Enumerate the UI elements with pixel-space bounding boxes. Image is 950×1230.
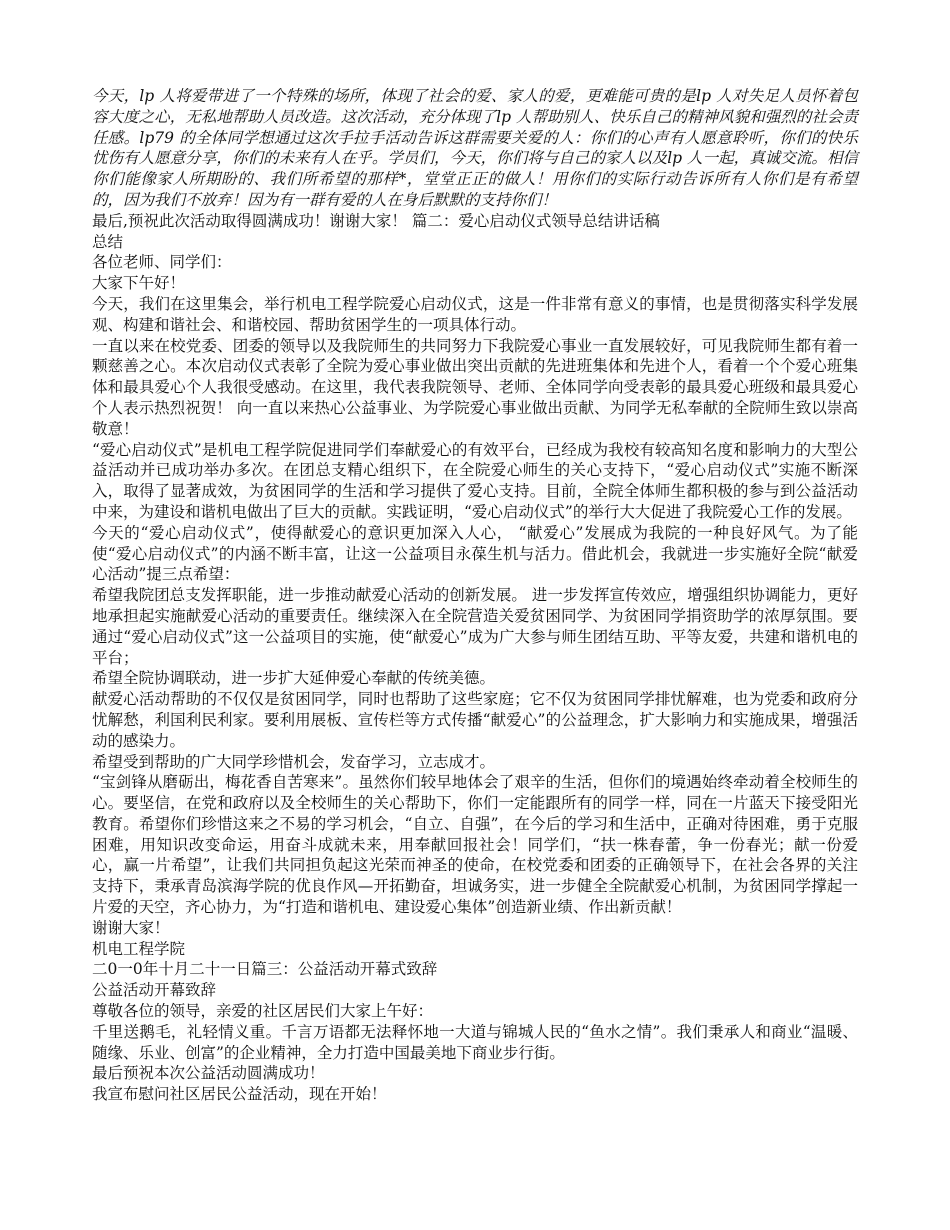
paragraph: 我宣布慰问社区居民公益活动，现在开始！ [92, 1085, 387, 1104]
paragraph: 二0一0年十月二十一日篇三：公益活动开幕式致辞 [92, 960, 438, 979]
paragraph: 今天，lp 人将爱带进了一个特殊的场所，体现了社会的爱、家人的爱，更难能可贵的是lp 人对失足人员怀着包容大度之心，无私地帮助人员改造。这次活动，充分体现了lp 人帮助别人、快乐自己的精神风貌和强烈的社会责任感。lp79 的全体同学想通过这次手拉手活动告诉这群需要关爱的人：你们的心声有人愿意聆听，你们的快乐忧伤有人愿意分享，你们的未来有人在乎。学员们，今天，你们将与自己的家人以及lp 人一起，真诚交流。相信你们能像家人所期盼的、我们所希望的那样*，堂堂正正的做人！用你们的实际行动告诉所有人你们是有希望的，因为我们不放弃！因为有一群有爱的人在身后默默的支持你们！ [92, 87, 858, 209]
paragraph: 今天的“爱心启动仪式”，使得献爱心的意识更加深入人心， “献爱心”发展成为我院的一种良好风气。为了能使“爱心启动仪式”的内涵不断丰富，让这一公益项目永葆生机与活力。借此机会，我就进一步实施好全院“献爱心活动”提三点希望： [92, 523, 858, 584]
paragraph: 一直以来在校党委、团委的领导以及我院师生的共同努力下我院爱心事业一直发展较好，可见我院师生都有着一颗慈善之心。本次启动仪式表彰了全院为爱心事业做出突出贡献的先进班集体和先进个人，看着一个个爱心班集体和最具爱心个人我很受感动。在这里，我代表我院领导、老师、全体同学向受表彰的最具爱心班级和最具爱心个人表示热烈祝贺！ 向一直以来热心公益事业、为学院爱心事业做出贡献、为同学无私奉献的全院师生致以崇高敬意！ [92, 336, 858, 438]
paragraph: 献爱心活动帮助的不仅仅是贫困同学，同时也帮助了这些家庭；它不仅为贫困同学排忧解难，也为党委和政府分忧解愁，利国利民利家。要利用展板、宣传栏等方式传播“献爱心”的公益理念，扩大影响力和实施成果，增强活动的感染力。 [92, 690, 858, 750]
paragraph: 今天，我们在这里集会，举行机电工程学院爱心启动仪式，这是一件非常有意义的事情，也是贯彻落实科学发展观、构建和谐社会、和谐校园、帮助贫困学生的一项具体行动。 [92, 294, 858, 334]
paragraph: 总结 [92, 232, 124, 251]
paragraph: 希望受到帮助的广大同学珍惜机会，发奋学习，立志成才。 [92, 752, 496, 771]
paragraph: 最后,预祝此次活动取得圆满成功！谢谢大家！ 篇二：爱心启动仪式领导总结讲话稿 [92, 211, 660, 230]
paragraph: 希望我院团总支发挥职能，进一步推动献爱心活动的创新发展。 进一步发挥宣传效应，增强组织协调能力，更好地承担起实施献爱心活动的重要责任。继续深入在全院营造关爱贫困同学、为贫困同学捐资助学的浓厚氛围。要通过“爱心启动仪式”这一公益项目的实施，使“献爱心”成为广大参与师生团结互助、平等友爱，共建和谐机电的平台； [92, 586, 858, 667]
paragraph: 公益活动开幕致辞 [92, 981, 217, 1000]
paragraph: 尊敬各位的领导，亲爱的社区居民们大家上午好： [92, 1002, 434, 1021]
paragraph: 希望全院协调联动，进一步扩大延伸爱心奉献的传统美德。 [92, 669, 496, 688]
paragraph: 谢谢大家！ [92, 918, 170, 937]
document-body [92, 86, 858, 1105]
paragraph: 最后预祝本次公益活动圆满成功！ [92, 1064, 325, 1083]
paragraph: 机电工程学院 [92, 939, 186, 958]
paragraph: “宝剑锋从磨砺出，梅花香自苦寒来”。虽然你们较早地体会了艰辛的生活，但你们的境遇始终牵动着全校师生的心。要坚信，在党和政府以及全校师生的关心帮助下，你们一定能跟所有的同学一样，同在一片蓝天下接受阳光教育。希望你们珍惜这来之不易的学习机会，“自立、自强”，在今后的学习和生活中，正确对待困难，勇于克服困难，用知识改变命运，用奋斗成就未来，用奉献回报社会！同学们，“扶一株春蕾，争一份春光；献一份爱心，赢一片希望”，让我们共同担负起这光荣而神圣的使命，在校党委和团委的正确领导下，在社会各界的关注支持下，秉承青岛滨海学院的优良作风—开拓勤奋，坦诚务实，进一步健全全院献爱心机制，为贫困同学撑起一片爱的天空，齐心协力，为“打造和谐机电、建设爱心集体”创造新业绩、作出新贡献！ [92, 773, 858, 917]
paragraph: 各位老师、同学们： [92, 253, 232, 272]
paragraph: 大家下午好！ [92, 274, 186, 293]
paragraph: 千里送鹅毛，礼轻情义重。千言万语都无法释怀地一大道与锦城人民的“鱼水之情”。我们秉承人和商业“温暖、随缘、乐业、创富”的企业精神，全力打造中国最美地下商业步行街。 [92, 1022, 858, 1062]
paragraph: “爱心启动仪式”是机电工程学院促进同学们奉献爱心的有效平台，已经成为我校有较高知名度和影响力的大型公益活动并已成功举办多次。在团总支精心组织下，在全院爱心师生的关心支持下，“爱心启动仪式”实施不断深入，取得了显著成效，为贫困同学的生活和学习提供了爱心支持。目前，全院全体师生都积极的参与到公益活动中来，为建设和谐机电做出了巨大的贡献。实践证明，“爱心启动仪式”的举行大大促进了我院爱心工作的发展。 [92, 440, 858, 521]
